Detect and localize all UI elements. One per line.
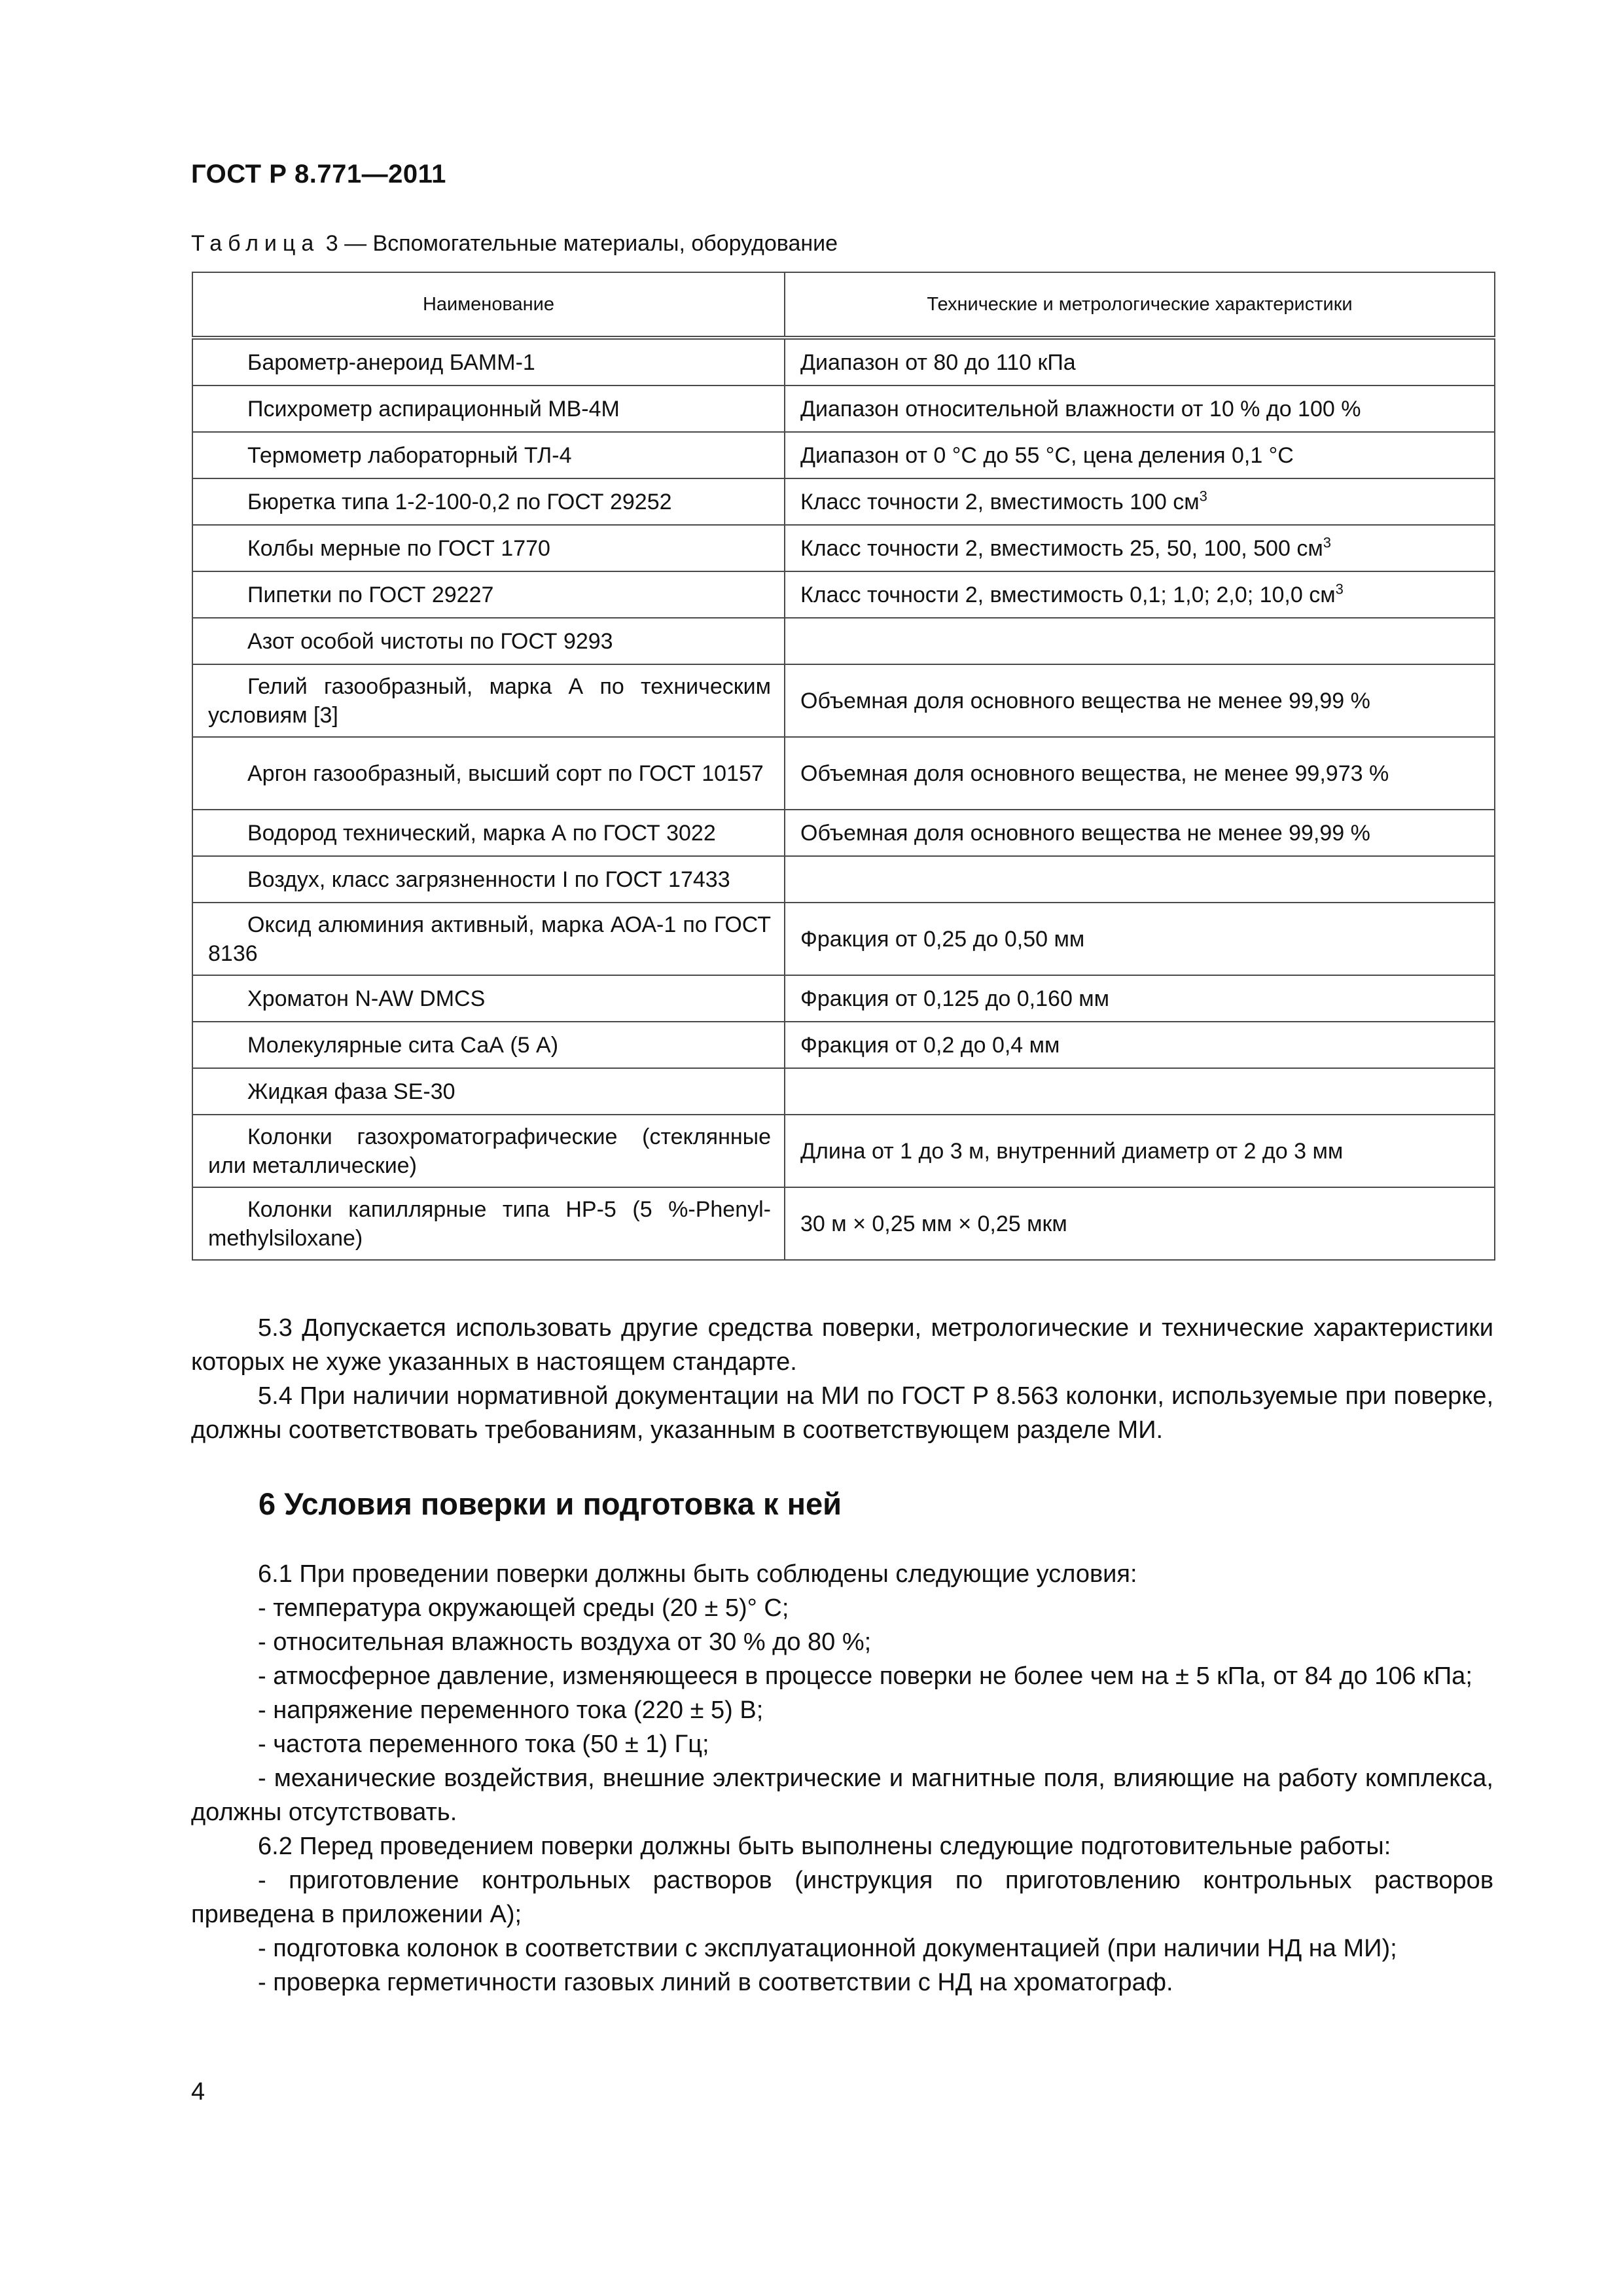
list-item-gas-lines: - проверка герметичности газовых линий в соответствии с НД на хроматограф. (258, 1969, 1173, 1996)
cell-characteristics: Класс точности 2, вместимость 0,1; 1,0; 2,0; 10,0 $см^3$ (785, 571, 1495, 618)
table-row (192, 664, 1495, 737)
table-row (192, 810, 1495, 856)
list-item-pressure: - атмосферное давление, изменяющееся в процессе поверки не более чем на ± 5 кПа, от 84 до 106 кПа; (258, 1662, 1472, 1690)
cell-characteristics: Объемная доля основного вещества не менее 99,99 % (785, 810, 1495, 856)
materials-table (192, 272, 1495, 1261)
cell-name: Гелий газообразный, марка А по техническим условиям [3] (192, 664, 785, 737)
cell-name: Молекулярные сита СаА (5 А) (192, 1022, 785, 1068)
table-row (192, 571, 1495, 618)
table-caption (191, 231, 838, 257)
cell-name: Колбы мерные по ГОСТ 1770 (192, 525, 785, 571)
paragraph-5-4: 5.4 При наличии нормативной документации на МИ по ГОСТ Р 8.563 колонки, используемые при поверке, должны соответствовать требованиям, указанным в соответствующем разделе МИ. (191, 1382, 1493, 1444)
cell-characteristics: Длина от 1 до 3 м, внутренний диаметр от 2 до 3 мм (785, 1115, 1495, 1187)
cell-characteristics: Объемная доля основного вещества не менее 99,99 % (785, 664, 1495, 737)
table-row (192, 903, 1495, 975)
cell-characteristics: Диапазон относительной влажности от 10 % до 100 % (785, 386, 1495, 432)
list-item-solutions: - приготовление контрольных растворов (инструкция по приготовлению контрольных растворов приведена в приложении А); (191, 1867, 1493, 1928)
cell-characteristics: Фракция от 0,25 до 0,50 мм (785, 903, 1495, 975)
cell-name: Азот особой чистоты по ГОСТ 9293 (192, 618, 785, 664)
cell-name: Воздух, класс загрязненности I по ГОСТ 17433 (192, 856, 785, 903)
cell-name: Оксид алюминия активный, марка АОА-1 по ГОСТ 8136 (192, 903, 785, 975)
paragraphs-section-5 (191, 1311, 1493, 1447)
cell-name: Термометр лабораторный ТЛ-4 (192, 432, 785, 478)
table-row (192, 525, 1495, 571)
column-header-name: Наименование (192, 272, 785, 338)
document-header: ГОСТ Р 8.771—2011 (191, 160, 446, 188)
page-number: 4 (191, 2078, 205, 2106)
cell-name: Барометр-анероид БАММ-1 (192, 338, 785, 386)
list-item-voltage: - напряжение переменного тока (220 ± 5) В; (258, 1696, 764, 1724)
cell-name: Хроматон N-AW DMCS (192, 975, 785, 1022)
paragraph-6-1: 6.1 При проведении поверки должны быть соблюдены следующие условия: (258, 1560, 1137, 1588)
table-row (192, 737, 1495, 810)
cell-name: Жидкая фаза SE-30 (192, 1068, 785, 1115)
cell-name: Аргон газообразный, высший сорт по ГОСТ 10157 (192, 737, 785, 810)
cell-characteristics: Диапазон от 0 °С до 55 °С, цена деления 0,1 °С (785, 432, 1495, 478)
section-6-body (191, 1557, 1493, 2000)
table-row (192, 338, 1495, 386)
cell-name: Колонки газохроматографические (стеклянные или металлические) (192, 1115, 785, 1187)
cell-name: Колонки капиллярные типа HP-5 (5 %-Phenyl-methylsiloxane) (192, 1187, 785, 1260)
section-6-heading: 6 Условия поверки и подготовка к ней (259, 1486, 842, 1521)
table-caption-title: 3 — Вспомогательные материалы, оборудование (319, 231, 838, 256)
cell-name: Пипетки по ГОСТ 29227 (192, 571, 785, 618)
cell-name: Водород технический, марка А по ГОСТ 3022 (192, 810, 785, 856)
table-row (192, 618, 1495, 664)
column-header-characteristics: Технические и метрологические характеристики (785, 272, 1495, 338)
table-body (192, 338, 1495, 1260)
list-item-humidity: - относительная влажность воздуха от 30 % до 80 %; (258, 1628, 872, 1656)
cell-characteristics: Диапазон от 80 до 110 кПа (785, 338, 1495, 386)
cell-name: Психрометр аспирационный МВ-4М (192, 386, 785, 432)
table-row (192, 1115, 1495, 1187)
cell-characteristics: Фракция от 0,2 до 0,4 мм (785, 1022, 1495, 1068)
cell-characteristics: Класс точности 2, вместимость 25, 50, 100, 500 $см^3$ (785, 525, 1495, 571)
cell-characteristics (785, 856, 1495, 903)
cell-characteristics (785, 618, 1495, 664)
list-item-mechanical: - механические воздействия, внешние электрические и магнитные поля, влияющие на работу комплекса, должны отсутствовать. (191, 1765, 1493, 1826)
table-row (192, 386, 1495, 432)
paragraph-6-2: 6.2 Перед проведением поверки должны быть выполнены следующие подготовительные работы: (258, 1833, 1391, 1860)
cell-characteristics: 30 м × 0,25 мм × 0,25 мкм (785, 1187, 1495, 1260)
table-header-row (192, 272, 1495, 338)
table-row (192, 478, 1495, 525)
list-item-frequency: - частота переменного тока (50 ± 1) Гц; (258, 1731, 709, 1758)
list-item-columns: - подготовка колонок в соответствии с эксплуатационной документацией (при наличии НД на МИ); (258, 1935, 1397, 1962)
table-row (192, 856, 1495, 903)
cell-characteristics (785, 1068, 1495, 1115)
cell-characteristics: Объемная доля основного вещества, не менее 99,973 % (785, 737, 1495, 810)
cell-name: Бюретка типа 1-2-100-0,2 по ГОСТ 29252 (192, 478, 785, 525)
table-row (192, 975, 1495, 1022)
paragraph-5-3: 5.3 Допускается использовать другие средства поверки, метрологические и технические характеристики которых не хуже указанных в настоящем стандарте. (191, 1314, 1493, 1376)
list-item-temperature: - температура окружающей среды (20 ± 5)° С; (258, 1594, 789, 1622)
cell-characteristics: Фракция от 0,125 до 0,160 мм (785, 975, 1495, 1022)
table-caption-prefix: Таблица (191, 231, 320, 256)
table-row (192, 1068, 1495, 1115)
table-row (192, 432, 1495, 478)
cell-characteristics: Класс точности 2, вместимость 100 $см^3$ (785, 478, 1495, 525)
table-row (192, 1022, 1495, 1068)
table-row (192, 1187, 1495, 1260)
